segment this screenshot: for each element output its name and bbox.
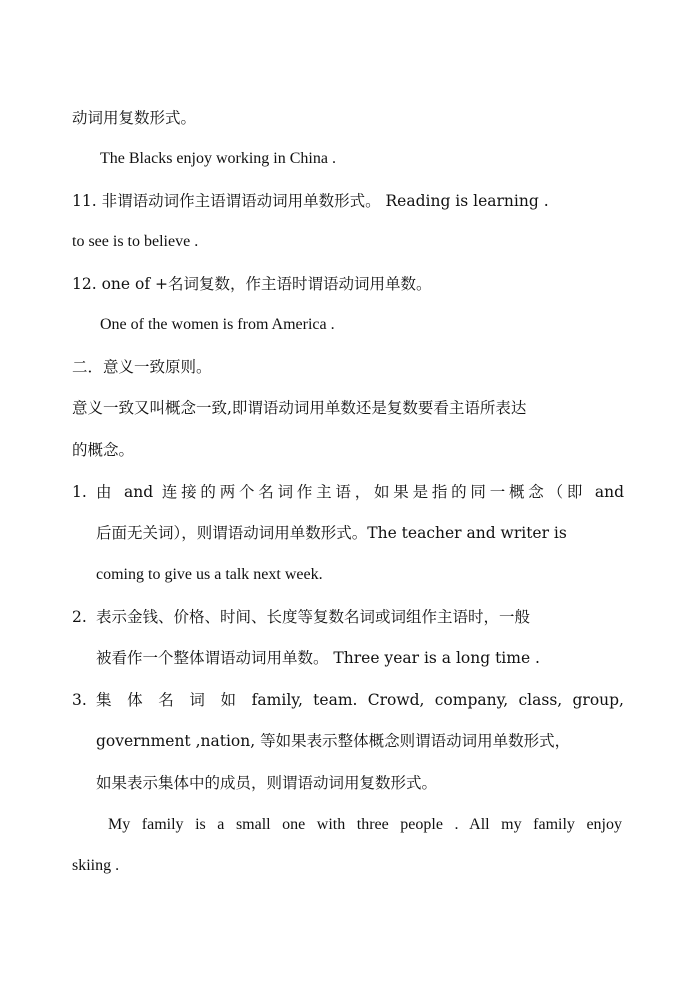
paragraph-line-2: 的概念。 xyxy=(72,441,135,459)
text-line-1: 动词用复数形式。 xyxy=(72,109,197,127)
rule-12: 12. one of +名词复数，作主语时谓语动词用单数。 xyxy=(72,275,432,293)
list-item-1-line-1: 由 and 连接的两个名词作主语，如果是指的同一概念（即 and xyxy=(96,483,624,501)
example-sentence-skiing: skiing . xyxy=(72,857,120,874)
paragraph-line-1: 意义一致又叫概念一致,即谓语动词用单数还是复数要看主语所表达 xyxy=(72,399,527,417)
list-number-2: 2. xyxy=(72,608,87,626)
list-item-3-line-1: 集 体 名 词 如 family, team. Crowd, company, class, group, xyxy=(96,691,624,709)
example-sentence-family: My family is a small one with three people . All my family enjoy xyxy=(108,816,622,833)
list-item-2-line-2: 被看作一个整体谓语动词用单数。 Three year is a long time . xyxy=(96,649,540,667)
example-sentence-believe: to see is to believe . xyxy=(72,233,199,250)
list-number-1: 1. xyxy=(72,483,87,501)
rule-11: 11. 非谓语动词作主语谓语动词用单数形式。 Reading is learning . xyxy=(72,192,549,210)
list-item-2-line-1: 表示金钱、价格、时间、长度等复数名词或词组作主语时，一般 xyxy=(96,608,531,626)
list-item-1-line-2: 后面无关词），则谓语动词用单数形式。The teacher and writer is xyxy=(96,524,567,542)
example-sentence-blacks: The Blacks enjoy working in China . xyxy=(100,150,336,167)
list-number-3: 3. xyxy=(72,691,87,709)
list-item-3-line-3: 如果表示集体中的成员，则谓语动词用复数形式。 xyxy=(96,774,438,792)
section-heading-2: 二．意义一致原则。 xyxy=(72,358,212,376)
list-item-1-line-3: coming to give us a talk next week. xyxy=(96,566,323,583)
example-sentence-america: One of the women is from America . xyxy=(100,316,335,333)
list-item-3-line-2: government ,nation, 等如果表示整体概念则谓语动词用单数形式， xyxy=(96,732,571,750)
